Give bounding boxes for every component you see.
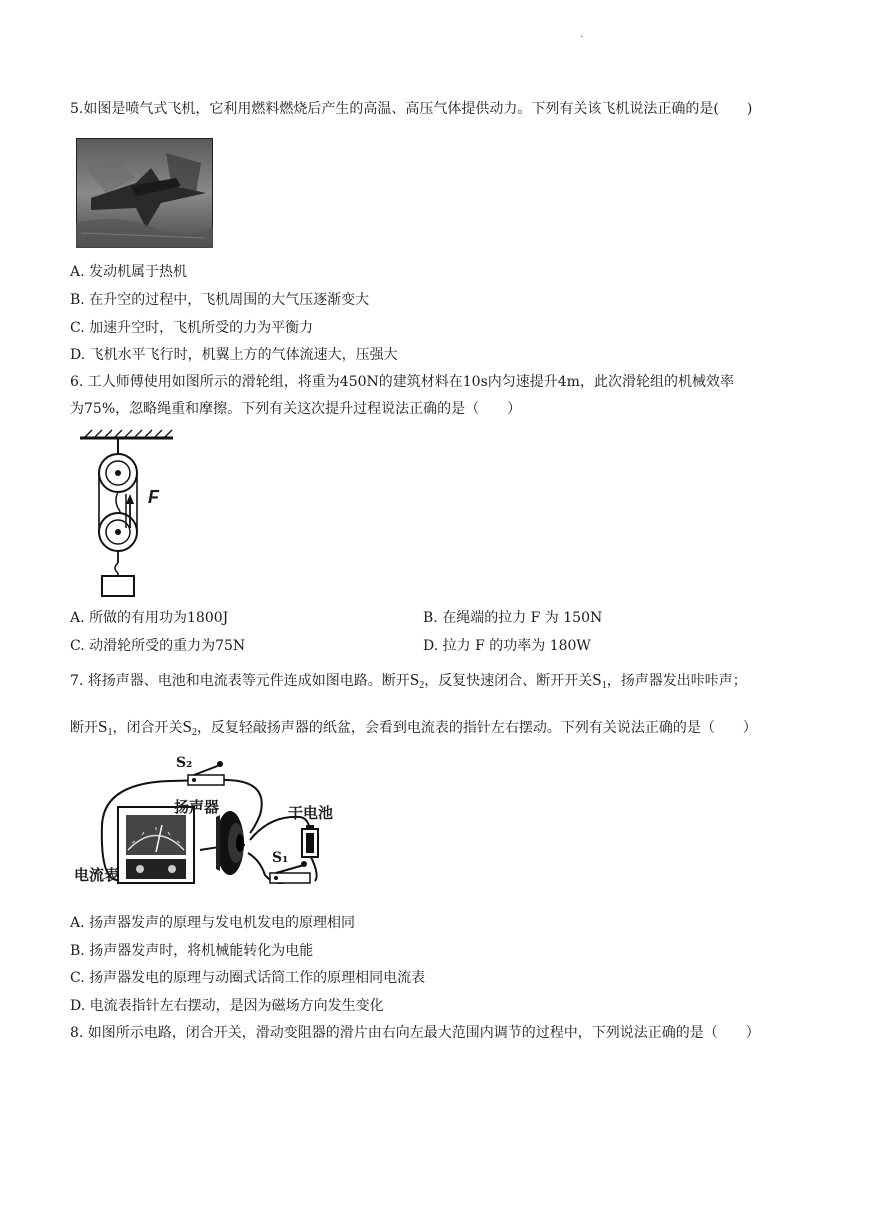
q7-option-b: B. 扬声器发声时，将机械能转化为电能 xyxy=(70,943,314,959)
q7-stem-line2 xyxy=(70,717,757,743)
q7-stem-line1 xyxy=(70,670,747,696)
pulley-diagram xyxy=(78,428,188,600)
figure-label-s1: S₁ xyxy=(272,850,289,866)
figure-label-ammeter: 电流表 xyxy=(74,866,120,884)
q6-option-a: A. 所做的有用功为1800J xyxy=(70,610,229,626)
q7-line1-part-a: 7. 将扬声器、电池和电流表等元件连成如图电路。断开 xyxy=(70,673,410,689)
figure-label-s2: S₂ xyxy=(176,755,193,771)
q5-option-d: D. 飞机水平飞行时，机翼上方的气体流速大，压强大 xyxy=(70,347,398,363)
q7-line2-part-a: 断开 xyxy=(70,720,98,736)
q7-line2-part-c: ，反复轻敲扬声器的纸盆，会看到电流表的指针左右摆动。下列有关说法正确的是（ ） xyxy=(196,720,757,736)
q5-option-a: A. 发动机属于热机 xyxy=(70,264,188,280)
q7-option-c: C. 扬声器发电的原理与动圈式话筒工作的原理相同电流表 xyxy=(70,970,426,986)
q6-option-b: B. 在绳端的拉力 F 为 150N xyxy=(423,610,603,626)
q7-option-d: D. 电流表指针左右摆动，是因为磁场方向发生变化 xyxy=(70,998,384,1014)
q7-s1-symbol: $S_1$ xyxy=(592,670,607,691)
figure-label-battery: 干电池 xyxy=(288,804,334,822)
q7-line2-part-b: ，闭合开关 xyxy=(112,720,183,736)
q6-option-d: D. 拉力 F 的功率为 180W xyxy=(423,638,591,654)
pulley-force-label: F xyxy=(148,487,159,507)
q6-stem-line2: 为75%，忽略绳重和摩擦。下列有关这次提升过程说法正确的是（ ） xyxy=(70,401,522,417)
q6-stem-line1: 6. 工人师傅使用如图所示的滑轮组，将重为450N的建筑材料在10s内匀速提升4m，此次滑轮组的机械效率 xyxy=(70,374,734,390)
q8-stem: 8. 如图所示电路，闭合开关，滑动变阻器的滑片由右向左最大范围内调节的过程中，下列说法正确的是（ ） xyxy=(70,1025,760,1041)
q5-option-c: C. 加速升空时，飞机所受的力为平衡力 xyxy=(70,320,314,336)
q7-line1-part-b: ，反复快速闭合、断开开关 xyxy=(424,673,593,689)
jet-plane-photo xyxy=(76,138,213,248)
q6-option-c: C. 动滑轮所受的重力为75N xyxy=(70,638,246,654)
q5-option-b: B. 在升空的过程中，飞机周围的大气压逐渐变大 xyxy=(70,292,370,308)
q7-option-a: A. 扬声器发声的原理与发电机发电的原理相同 xyxy=(70,915,356,931)
q7-s2-symbol-2: $S_2$ xyxy=(182,717,197,738)
page-mark: · xyxy=(580,32,584,43)
q7-s1-symbol-2: $S_1$ xyxy=(98,717,113,738)
q7-s2-symbol: $S_2$ xyxy=(409,670,425,691)
q7-line1-part-c: ，扬声器发出咔咔声； xyxy=(606,673,747,689)
figure-label-speaker: 扬声器 xyxy=(174,798,220,816)
q5-stem: 5.如图是喷气式飞机，它利用燃料燃烧后产生的高温、高压气体提供动力。下列有关该飞机说法正确的是( ) xyxy=(70,101,753,117)
